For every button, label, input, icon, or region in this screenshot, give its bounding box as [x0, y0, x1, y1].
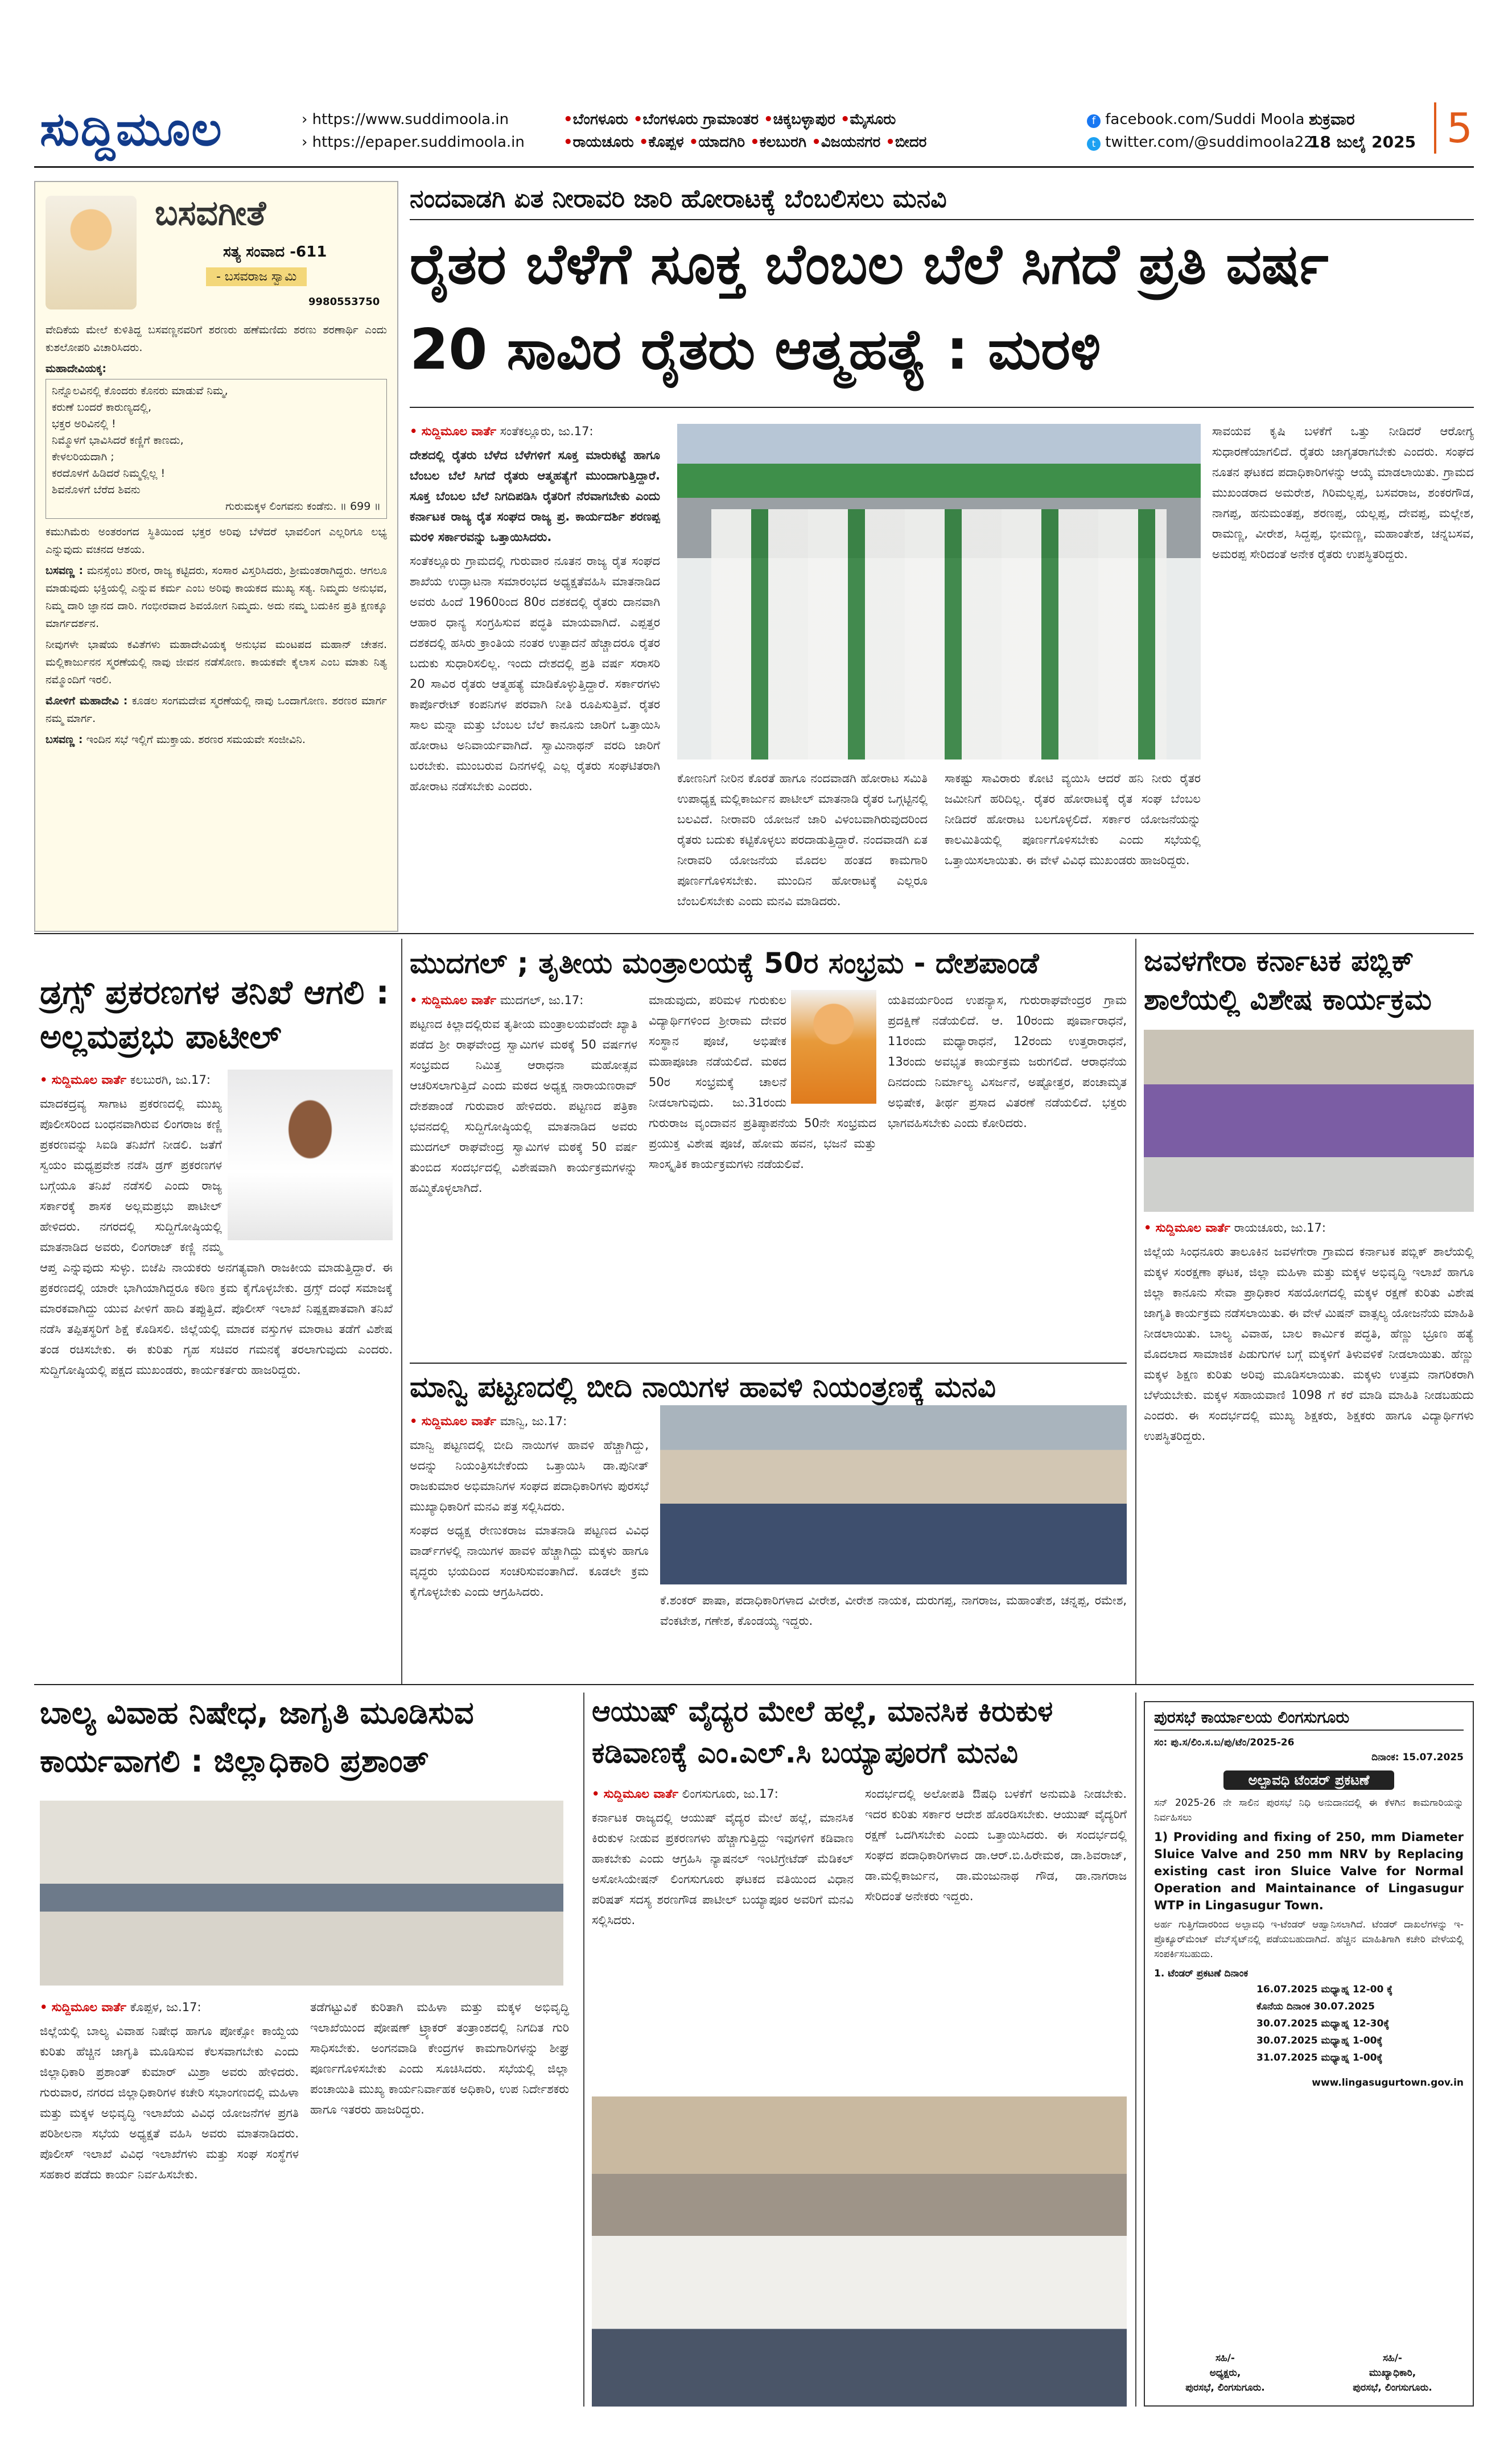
tender-schedule-label: 1. ಟೆಂಡರ್ ಪ್ರಕಟಣೆ ದಿನಾಂಕ: [1154, 1968, 1249, 1979]
lead-intro: ದೇಶದಲ್ಲಿ ರೈತರು ಬೆಳೆದ ಬೆಳೆಗಳಿಗೆ ಸೂಕ್ತ ಮಾರುಕಟ್ಟೆ ಹಾಗೂ ಬೆಂಬಲ ಬೆಲೆ ಸಿಗದೆ ರೈತರು ಆತ್ಮಹತ್ಯೆಗೆ ಮುಂದಾಗುತ್ತಿದ್ದಾರೆ. ಸೂಕ್ತ ಬೆಂಬಲ ಬೆಲೆ ನಿಗದಿಪಡಿಸಿ ರೈತರಿಗೆ ನೆರವಾಗಬೇಕು ಎಂದು ಕರ್ನಾಟಕ ರಾಜ್ಯ ರೈತ ಸಂಘದ ರಾಜ್ಯ ಪ್ರ. ಕಾರ್ಯದರ್ಶಿ ಶರಣಪ್ಪ ಮರಳಿ ಸರ್ಕಾರವನ್ನು ಒತ್ತಾಯಿಸಿದರು.: [410, 448, 660, 544]
mudagal-body-col1: ಪಟ್ಟಣದ ಕಿಲ್ಲಾದಲ್ಲಿರುವ ತೃತೀಯ ಮಂತ್ರಾಲಯವೆಂದೇ ಖ್ಯಾತಿ ಪಡೆದ ಶ್ರೀ ರಾಘವೇಂದ್ರ ಸ್ವಾಮಿಗಳ ಮಠಕ್ಕೆ 50 ವರ್ಷಗಳ ಸಂಭ್ರಮದ ನಿಮಿತ್ತ ಆರಾಧನಾ ಮಹೋತ್ಸವ ಆಚರಿಸಲಾಗುತ್ತಿದೆ ಎಂದು ಮಠದ ಅಧ್ಯಕ್ಷ ನಾರಾಯಣರಾವ್ ದೇಶಪಾಂಡೆ ಗುರುವಾರ ಹೇಳಿದರು. ಪಟ್ಟಣದ ಪತ್ರಿಕಾ ಭವನದಲ್ಲಿ ಸುದ್ದಿಗೋಷ್ಠಿಯಲ್ಲಿ ಮಾತನಾಡಿದ ಅವರು ಮುದಗಲ್ ರಾಘವೇಂದ್ರ ಸ್ವಾಮಿಗಳ ಮಠಕ್ಕೆ 50 ವರ್ಷ ತುಂಬಿದ ಸಂದರ್ಭದಲ್ಲಿ ವಿಶೇಷವಾಗಿ ಕಾರ್ಯಕ್ರಮಗಳನ್ನು ಹಮ್ಮಿಕೊಳ್ಳಲಾಗಿದೆ.: [410, 1017, 637, 1195]
child-place: ಕೊಪ್ಪಳ, ಜು.17:: [130, 2000, 201, 2014]
nav-bengaluru[interactable]: ಬೆಂಗಳೂರು: [572, 111, 628, 128]
nav-chikkaballapura[interactable]: ಚಿಕ್ಕಬಳ್ಳಾಪುರ: [773, 111, 835, 128]
vachana-line: ಶಿವನೊಳಗೆ ಬೆರೆದ ಶಿವನು: [52, 484, 141, 496]
manvi-body-col3: ಕೆ.ಶಂಕರ್ ಪಾಷಾ, ಪದಾಧಿಕಾರಿಗಳಾದ ವೀರೇಶ, ವೀರೇಶ ನಾಯಕ, ದುರುಗಪ್ಪ, ನಾಗರಾಜ, ಮಹಾಂತೇಶ, ಚನ್ನಪ್ಪ, ರಮೇಶ, ವೆಂಕಟೇಶ, ಗಣೇಶ, ಕೊಂಡಯ್ಯ ಇದ್ದರು.: [660, 1594, 1127, 1628]
vachana-line: ಭಕ್ತರ ಅರಿವಿನಲ್ಲಿ !: [52, 418, 116, 430]
manvi-headline: ಮಾನ್ವಿ ಪಟ್ಟಣದಲ್ಲಿ ಬೀದಿ ನಾಯಿಗಳ ಹಾವಳಿ ನಿಯಂತ್ರಣಕ್ಕೆ ಮನವಿ: [410, 1371, 996, 1404]
drugs-body: ಮಾದಕದ್ರವ್ಯ ಸಾಗಾಟ ಪ್ರಕರಣದಲ್ಲಿ ಮುಖ್ಯ ಪೊಲೀಸರಿಂದ ಬಂಧನವಾಗಿರುವ ಲಿಂಗರಾಜ ಕಣ್ಣಿ ಪ್ರಕರಣವನ್ನು ಸಿಐಡಿ ತನಿಖೆಗೆ ನೀಡಲಿ. ಜತೆಗೆ ಸ್ವಯಂ ಮಧ್ಯಪ್ರವೇಶ ನಡೆಸಿ ಡ್ರಗ್ ಪ್ರಕರಣಗಳ ಬಗ್ಗೆಯೂ ತನಿಖೆ ನಡೆಸಲಿ ಎಂದು ರಾಜ್ಯ ಸರ್ಕಾರಕ್ಕೆ ಶಾಸಕ ಅಲ್ಲಮಪ್ರಭು ಪಾಟೀಲ್ ಹೇಳಿದರು. ನಗರದಲ್ಲಿ ಸುದ್ದಿಗೋಷ್ಠಿಯಲ್ಲಿ ಮಾತನಾಡಿದ ಅವರು, ಲಿಂಗರಾಜ್ ಕಣ್ಣಿ ನಮ್ಮ ಆಪ್ತ ಎನ್ನುವುದು ಸುಳ್ಳು. ಬಿಜೆಪಿ ನಾಯಕರು ಅನಗತ್ಯವಾಗಿ ರಾಜಕೀಯ ಮಾಡುತ್ತಿದ್ದಾರೆ. ಈ ಪ್ರಕರಣದಲ್ಲಿ ಯಾರೇ ಭಾಗಿಯಾಗಿದ್ದರೂ ಕಠಿಣ ಕ್ರಮ ಕೈಗೊಳ್ಳಬೇಕು. ಡ್ರಗ್ಸ್ ದಂಧೆ ಸಮಾಜಕ್ಕೆ ಮಾರಕವಾಗಿದ್ದು ಯುವ ಪೀಳಿಗೆ ಹಾದಿ ತಪ್ಪುತ್ತಿದೆ. ಪೊಲೀಸ್ ಇಲಾಖೆ ನಿಷ್ಪಕ್ಷಪಾತವಾಗಿ ತನಿಖೆ ನಡೆಸಿ ತಪ್ಪಿತಸ್ಥರಿಗೆ ಶಿಕ್ಷೆ ಕೊಡಿಸಲಿ. ಜಿಲ್ಲೆಯಲ್ಲಿ ಮಾದಕ ವಸ್ತುಗಳ ಮಾರಾಟ ತಡೆಗೆ ವಿಶೇಷ ತಂಡ ರಚಿಸಬೇಕು. ಈ ಕುರಿತು ಗೃಹ ಸಚಿವರ ಗಮನಕ್ಕೆ ತರಲಾಗುವುದು ಎಂದರು. ಸುದ್ದಿಗೋಷ್ಠಿಯಲ್ಲಿ ಪಕ್ಷದ ಮುಖಂಡರು, ಕಾರ್ಯಕರ್ತರು ಹಾಜರಿದ್ದರು.: [40, 1097, 393, 1377]
tender-sig-right-title: ಮುಖ್ಯಾಧಿಕಾರಿ,: [1369, 2367, 1416, 2379]
mudagal-place: ಮುದಗಲ್, ಜು.17:: [500, 993, 584, 1007]
javalagera-body: ಜಿಲ್ಲೆಯ ಸಿಂಧನೂರು ತಾಲೂಕಿನ ಜವಳಗೇರಾ ಗ್ರಾಮದ ಕರ್ನಾಟಕ ಪಬ್ಲಿಕ್ ಶಾಲೆಯಲ್ಲಿ ಮಕ್ಕಳ ಸಂರಕ್ಷಣಾ ಘಟಕ, ಜಿಲ್ಲಾ ಮಹಿಳಾ ಮತ್ತು ಮಕ್ಕಳ ಅಭಿವೃದ್ಧಿ ಇಲಾಖೆ ಹಾಗೂ ಜಿಲ್ಲಾ ಕಾನೂನು ಸೇವಾ ಪ್ರಾಧಿಕಾರ ಸಹಯೋಗದಲ್ಲಿ ಮಕ್ಕಳ ರಕ್ಷಣೆ ಕುರಿತು ವಿಶೇಷ ಜಾಗೃತಿ ಕಾರ್ಯಕ್ರಮ ನಡೆಸಲಾಯಿತು. ಈ ವೇಳೆ ಮಿಷನ್ ವಾತ್ಸಲ್ಯ ಯೋಜನೆಯ ಮಾಹಿತಿ ನೀಡಲಾಯಿತು. ಬಾಲ್ಯ ವಿವಾಹ, ಬಾಲ ಕಾರ್ಮಿಕ ಪದ್ಧತಿ, ಹೆಣ್ಣು ಭ್ರೂಣ ಹತ್ಯೆ ಮೊದಲಾದ ಸಾಮಾಜಿಕ ಪಿಡುಗುಗಳ ಬಗ್ಗೆ ಮಕ್ಕಳಿಗೆ ತಿಳುವಳಿಕೆ ನೀಡಲಾಯಿತು. ಹೆಣ್ಣು ಮಕ್ಕಳ ಶಿಕ್ಷಣ ಕುರಿತು ಅರಿವು ಮೂಡಿಸಲಾಯಿತು. ಮಕ್ಕಳು ಉತ್ತಮ ನಾಗರಿಕರಾಗಿ ಬೆಳೆಯಬೇಕು. ಮಕ್ಕಳ ಸಹಾಯವಾಣಿ 1098 ಗೆ ಕರೆ ಮಾಡಿ ಮಾಹಿತಿ ನೀಡಬಹುದು ಎಂದರು. ಈ ಸಂದರ್ಭದಲ್ಲಿ ಮುಖ್ಯ ಶಿಕ್ಷಕರು, ಶಿಕ್ಷಕರು ಹಾಗೂ ವಿದ್ಯಾರ್ಥಿಗಳು ಉಪಸ್ಥಿತರಿದ್ದರು.: [1144, 1245, 1474, 1443]
vachana-line: ನಿನ್ನೊಲವಿನಲ್ಲಿ ಕೊಂದರು ಕೊನರು ಮಾಡುವೆ ನಿಮ್ಮ,: [52, 385, 228, 397]
tender-notice: [1144, 1701, 1474, 2407]
drugs-photo-allamaprabhu: [228, 1070, 393, 1240]
issue-day: ಶುಕ್ರವಾರ: [1309, 110, 1355, 129]
page-number: 5: [1434, 102, 1473, 154]
tender-sig-right: ಸಹಿ/-: [1383, 2352, 1402, 2364]
manvi-photo-memorandum: [660, 1405, 1127, 1584]
website-link[interactable]: › https://www.suddimoola.in: [302, 111, 509, 128]
tender-sig-left-title: ಅಧ್ಯಕ್ಷರು,: [1209, 2367, 1241, 2379]
ayush-body-col1: ಕರ್ನಾಟಕ ರಾಜ್ಯದಲ್ಲಿ ಆಯುಷ್ ವೈದ್ಯರ ಮೇಲೆ ಹಲ್ಲೆ, ಮಾನಸಿಕ ಕಿರುಕುಳ ನೀಡುವ ಪ್ರಕರಣಗಳು ಹೆಚ್ಚಾಗುತ್ತಿದ್ದು ಇವುಗಳಿಗೆ ಕಡಿವಾಣ ಹಾಕಬೇಕು ಎಂದು ಆಗ್ರಹಿಸಿ ನ್ಯಾಷನಲ್ ಇಂಟಿಗ್ರೇಟೆಡ್ ಮೆಡಿಕಲ್ ಅಸೋಸಿಯೇಷನ್ ಲಿಂಗಸುಗೂರು ಘಟಕದ ವತಿಯಿಂದ ವಿಧಾನ ಪರಿಷತ್ ಸದಸ್ಯ ಶರಣಗೌಡ ಪಾಟೀಲ್ ಬಯ್ಯಾಪೂರ ಅವರಿಗೆ ಮನವಿ ಸಲ್ಲಿಸಿದರು.: [592, 1811, 854, 1927]
mudagal-headline: ಮುದಗಲ್ ; ತೃತೀಯ ಮಂತ್ರಾಲಯಕ್ಕೆ 50ರ ಸಂಭ್ರಮ - ದೇಶಪಾಂಡೆ: [410, 947, 1039, 980]
nav-mysuru[interactable]: ಮೈಸೂರು: [850, 111, 896, 128]
tender-schedule-item: 31.07.2025 ಮಧ್ಯಾಹ್ನ 1-00ಕ್ಕೆ: [1256, 2052, 1383, 2063]
nav-koppal[interactable]: ಕೊಪ್ಪಳ: [648, 134, 684, 151]
tender-schedule-item: 30.07.2025 ಮಧ್ಯಾಹ್ನ 1-00ಕ್ಕೆ: [1256, 2035, 1383, 2046]
basava-para5: ಕೂಡಲ ಸಂಗಮದೇವ ಸ್ಮರಣೆಯಲ್ಲಿ ನಾವು ಒಂದಾಗೋಣ. ಶರಣರ ಮಾರ್ಗ ನಮ್ಮ ಮಾರ್ಗ.: [46, 695, 387, 725]
speaker-moligi: ಮೋಳಿಗೆ ಮಹಾದೇವಿ :: [46, 695, 128, 707]
ayush-body-col2: ಸಂದರ್ಭದಲ್ಲಿ ಅಲೋಪತಿ ಔಷಧಿ ಬಳಕೆಗೆ ಅನುಮತಿ ನೀಡಬೇಕು. ಇದರ ಕುರಿತು ಸರ್ಕಾರ ಆದೇಶ ಹೊರಡಿಸಬೇಕು. ಆಯುಷ್ ವೈದ್ಯರಿಗೆ ರಕ್ಷಣೆ ಒದಗಿಸಬೇಕು ಎಂದು ಒತ್ತಾಯಿಸಿದರು. ಈ ಸಂದರ್ಭದಲ್ಲಿ ಸಂಘದ ಪದಾಧಿಕಾರಿಗಳಾದ ಡಾ.ಆರ್.ಬಿ.ಹಿರೇಮಠ, ಡಾ.ಶಿವರಾಜ್, ಡಾ.ಮಲ್ಲಿಕಾರ್ಜುನ, ಡಾ.ಮಂಜುನಾಥ ಗೌಡ, ಡಾ.ನಾಗರಾಜ ಸೇರಿದಂತೆ ಅನೇಕರು ಇದ್ದರು.: [865, 1787, 1127, 1903]
speaker-basavanna-2: ಬಸವಣ್ಣ :: [46, 733, 83, 746]
tender-website[interactable]: www.lingasugurtown.gov.in: [1312, 2077, 1464, 2089]
twitter-icon: t: [1087, 137, 1101, 151]
manvi-body-col1: ಮಾನ್ವಿ ಪಟ್ಟಣದಲ್ಲಿ ಬೀದಿ ನಾಯಿಗಳ ಹಾವಳಿ ಹೆಚ್ಚಾಗಿದ್ದು, ಅದನ್ನು ನಿಯಂತ್ರಿಸಬೇಕೆಂದು ಒತ್ತಾಯಿಸಿ ಡಾ.ಪುನೀತ್ ರಾಜಕುಮಾರ ಅಭಿಮಾನಿಗಳ ಸಂಘದ ಪದಾಧಿಕಾರಿಗಳು ಪುರಸಭೆ ಮುಖ್ಯಾಧಿಕಾರಿಗೆ ಮನವಿ ಪತ್ರ ಸಲ್ಲಿಸಿದರು.: [410, 1438, 649, 1513]
lead-body-col3: ಸಾಕಷ್ಟು ಸಾವಿರಾರು ಕೋಟಿ ವ್ಯಯಿಸಿ ಆದರೆ ಹನಿ ನೀರು ರೈತರ ಜಮೀನಿಗೆ ಹರಿದಿಲ್ಲ. ರೈತರ ಹೋರಾಟಕ್ಕೆ ರೈತ ಸಂಘ ಬೆಂಬಲ ನೀಡಿದರೆ ಹೋರಾಟ ಬಲಗೊಳ್ಳಲಿದೆ. ಸರ್ಕಾರ ಯೋಜನೆಯನ್ನು ಕಾಲಮಿತಿಯಲ್ಲಿ ಪೂರ್ಣಗೊಳಿಸಬೇಕು ಎಂದು ಸಭೆಯಲ್ಲಿ ಒತ್ತಾಯಿಸಲಾಯಿತು. ಈ ವೇಳೆ ವಿವಿಧ ಮುಖಂಡರು ಹಾಜರಿದ್ದರು.: [945, 771, 1201, 867]
ayush-photo-delegation: [592, 2096, 1127, 2407]
nav-bidar[interactable]: ಬೀದರ: [895, 134, 927, 151]
tender-intro: ಸನ್ 2025-26 ನೇ ಸಾಲಿನ ಪುರಸಭೆ ನಿಧಿ ಅನುದಾನದಲ್ಲಿ ಈ ಕೆಳಗಿನ ಕಾಮಗಾರಿಯನ್ನು ನಿರ್ವಹಿಸಲು: [1154, 1797, 1464, 1823]
nav-raichur[interactable]: ರಾಯಚೂರು: [572, 134, 634, 151]
speaker-basavanna: ಬಸವಣ್ಣ :: [46, 564, 84, 577]
lead-place: ಸಂತೆಕಲ್ಲೂರು, ಜು.17:: [500, 424, 594, 438]
mudagal-photo-swamiji: [791, 990, 876, 1104]
tender-schedule-item: 16.07.2025 ಮಧ್ಯಾಹ್ನ 12-00 ಕ್ಕೆ: [1256, 1984, 1393, 1995]
district-nav: •ಬೆಂಗಳೂರು •ಬೆಂಗಳೂರು ಗ್ರಾಮಾಂತರ •ಚಿಕ್ಕಬಳ್ಳಾಪುರ •ಮೈಸೂರು •ರಾಯಚೂರು •ಕೊಪ್ಪಳ •ಯಾದಗಿರಿ •ಕಲಬುರಗಿ •ವಿಜಯನಗರ •ಬೀದರ: [563, 111, 927, 151]
basava-phone: 9980553750: [308, 296, 380, 308]
ayush-headline-2: ಕಡಿವಾಣಕ್ಕೆ ಎಂ.ಎಲ್.ಸಿ ಬಯ್ಯಾಪೂರಗೆ ಮನವಿ: [592, 1736, 1019, 1769]
basava-para6: ಇಂದಿನ ಸಭೆ ಇಲ್ಲಿಗೆ ಮುಕ್ತಾಯ. ಶರಣರ ಸಮಯವೇ ಸಂಜೀವಿನಿ.: [86, 733, 306, 746]
tender-title: ಅಲ್ಪಾವಧಿ ಟೆಂಡರ್ ಪ್ರಕಟಣೆ: [1223, 1770, 1394, 1790]
manvi-place: ಮಾನ್ವಿ, ಜು.17:: [500, 1414, 567, 1428]
ayush-headline-1: ಆಯುಷ್ ವೈದ್ಯರ ಮೇಲೆ ಹಲ್ಲೆ, ಮಾನಸಿಕ ಕಿರುಕುಳ: [592, 1695, 1053, 1728]
issue-date: 18 ಜುಲೈ 2025: [1309, 133, 1416, 151]
basava-geethe-box: [34, 181, 398, 932]
vachana-line: ಗುರುಮಕ್ಕಳ ಲಿಂಗವನು ಕಂಡೆನು. ॥ 699 ॥: [225, 500, 381, 513]
nav-kalaburagi[interactable]: ಕಲಬುರಗಿ: [759, 134, 807, 151]
basava-para3: ಮನಸ್ಸೆಂಬ ಶರೀರ, ರಾಜ್ಯ ಕಟ್ಟಿದರು, ಸಂಸಾರ ವಿಸ್ತರಿಸಿದರು, ಶ್ರೀಮಂತರಾಗಿದ್ದರು. ಆಗಲೂ ಮಾಡುವುದು ಭಕ್ತಿಯಲ್ಲಿ ಎನ್ನುವ ಕರ್ಮ ಎಂಬ ಅರಿವು ಕಾಯಕದ ಮುಖ್ಯ ಸತ್ಯ. ನಿಮ್ಮದು ಅನುಭವ, ನಿಮ್ಮ ದಾರಿ ಜ್ಞಾನದ ದಾರಿ. ಗಂಭೀರವಾದ ಶಿವಯೋಗ ನಿಮ್ಮದು. ಅದು ನಮ್ಮ ಬದುಕಿನ ಪ್ರತಿ ಕ್ಷಣಕ್ಕೂ ಮಾರ್ಗದರ್ಶನ.: [46, 564, 387, 630]
vachana-line: ಕರದೊಳಗೆ ಹಿಡಿದರೆ ನಿಮ್ಮಲ್ಲಿಲ್ಲ !: [52, 467, 166, 480]
basava-title: ಬಸವಗೀತೆ: [155, 193, 266, 233]
lead-headline-2: 20 ಸಾವಿರ ರೈತರು ಆತ್ಮಹತ್ಯೆ : ಮರಳಿ: [410, 317, 1101, 382]
basava-intro: ವೇದಿಕೆಯ ಮೇಲೆ ಕುಳಿತಿದ್ದ ಬಸವಣ್ಣನವರಿಗೆ ಶರಣರು ಹಣೆಮಣಿದು ಶರಣು ಶರಣಾರ್ಥಿ ಎಂದು ಕುಶಲೋಪರಿ ವಿಚಾರಿಸಿದರು.: [46, 324, 387, 354]
javalagera-photo-students: [1144, 1030, 1474, 1212]
facebook-icon: f: [1087, 114, 1101, 128]
tender-date: ದಿನಾಂಕ: 15.07.2025: [1371, 1752, 1464, 1763]
child-headline-1: ಬಾಲ್ಯ ವಿವಾಹ ನಿಷೇಧ, ಜಾಗೃತಿ ಮೂಡಿಸುವ: [40, 1695, 474, 1731]
tender-schedule-item: 30.07.2025 ಮಧ್ಯಾಹ್ನ 12-30ಕ್ಕೆ: [1256, 2018, 1390, 2029]
basava-para4: ನೀವುಗಳೇ ಭಾಷೆಯ ಕವಿತೆಗಳು ಮಹಾದೇವಿಯಕ್ಕ ಅನುಭವ ಮಂಟಪದ ಮಹಾನ್ ಚೇತನ. ಮಲ್ಲಿಕಾರ್ಜುನನ ಸ್ಮರಣೆಯಲ್ಲಿ ನಾವು ಜೀವನ ನಡೆಸೋಣ. ಕಾಯಕವೇ ಕೈಲಾಸ ಎಂಬ ಮಾತು ನಿತ್ಯ ನಮ್ಮೊಂದಿಗೆ ಇರಲಿ.: [46, 638, 387, 686]
dateline-marker: • ಸುದ್ದಿಮೂಲ ವಾರ್ತೆ: [410, 424, 497, 438]
lead-kicker: ನಂದವಾಡಗಿ ಏತ ನೀರಾವರಿ ಜಾರಿ ಹೋರಾಟಕ್ಕೆ ಬೆಂಬಲಿಸಲು ಮನವಿ: [410, 184, 947, 213]
basava-author: - ಬಸವರಾಜ ಸ್ವಾಮಿ: [206, 267, 307, 286]
epaper-link[interactable]: › https://epaper.suddimoola.in: [302, 134, 525, 151]
twitter-link[interactable]: t twitter.com/@suddimoola22: [1087, 131, 1313, 154]
tender-ref: ಸಂ: ಪು.ಸ/ಲಿಂ.ಸ.ಬ/ಪು/ಟೆಂ/2025-26: [1154, 1737, 1295, 1748]
tender-body: ಅರ್ಹ ಗುತ್ತಿಗೆದಾರರಿಂದ ಅಲ್ಪಾವಧಿ ಇ-ಟೆಂಡರ್ ಆಹ್ವಾನಿಸಲಾಗಿದೆ. ಟೆಂಡರ್ ದಾಖಲೆಗಳನ್ನು ಇ-ಪ್ರೊಕ್ಯೂರ್‌ಮೆಂಟ್ ವೆಬ್‌ಸೈಟ್‌ನಲ್ಲಿ ಪಡೆಯಬಹುದಾಗಿದೆ. ಹೆಚ್ಚಿನ ಮಾಹಿತಿಗಾಗಿ ಕಚೇರಿ ವೇಳೆಯಲ್ಲಿ ಸಂಪರ್ಕಿಸಬಹುದು.: [1154, 1919, 1464, 1960]
ayush-place: ಲಿಂಗಸುಗೂರು, ಜು.17:: [682, 1787, 778, 1801]
lead-body-col4: ಸಾವಯವ ಕೃಷಿ ಬಳಕೆಗೆ ಒತ್ತು ನೀಡಿದರೆ ಆರೋಗ್ಯ ಸುಧಾರಣೆಯಾಗಲಿದೆ. ರೈತರು ಜಾಗೃತರಾಗಬೇಕು ಎಂದರು. ಸಂಘದ ನೂತನ ಘಟಕದ ಪದಾಧಿಕಾರಿಗಳನ್ನು ಆಯ್ಕೆ ಮಾಡಲಾಯಿತು. ಗ್ರಾಮದ ಮುಖಂಡರಾದ ಅಮರೇಶ, ಗಿರಿಮಲ್ಲಪ್ಪ, ಬಸವರಾಜ, ಶಂಕರಗೌಡ, ನಾಗಪ್ಪ, ಹನುಮಂತಪ್ಪ, ಶರಣಪ್ಪ, ಯಲ್ಲಪ್ಪ, ದೇವಪ್ಪ, ಮಲ್ಲೇಶ, ರಾಮಣ್ಣ, ವೀರೇಶ, ಸಿದ್ದಪ್ಪ, ಭೀಮಣ್ಣ, ಮಹಾಂತೇಶ, ಚನ್ನಬಸವ, ಅಮರಪ್ಪ ಸೇರಿದಂತೆ ಅನೇಕ ರೈತರು ಉಪಸ್ಥಿತರಿದ್ದರು.: [1212, 424, 1474, 561]
child-body-col1: ಜಿಲ್ಲೆಯಲ್ಲಿ ಬಾಲ್ಯ ವಿವಾಹ ನಿಷೇಧ ಹಾಗೂ ಪೋಕ್ಸೋ ಕಾಯ್ದೆಯ ಕುರಿತು ಹೆಚ್ಚಿನ ಜಾಗೃತಿ ಮೂಡಿಸುವ ಕೆಲಸವಾಗಬೇಕು ಎಂದು ಜಿಲ್ಲಾಧಿಕಾರಿ ಪ್ರಶಾಂತ್ ಕುಮಾರ್ ಮಿಶ್ರಾ ಅವರು ಹೇಳಿದರು. ಗುರುವಾರ, ನಗರದ ಜಿಲ್ಲಾಧಿಕಾರಿಗಳ ಕಚೇರಿ ಸಭಾಂಗಣದಲ್ಲಿ ಮಹಿಳಾ ಮತ್ತು ಮಕ್ಕಳ ಅಭಿವೃದ್ಧಿ ಇಲಾಖೆಯ ವಿವಿಧ ಯೋಜನೆಗಳ ಪ್ರಗತಿ ಪರಿಶೀಲನಾ ಸಭೆಯ ಅಧ್ಯಕ್ಷತೆ ವಹಿಸಿ ಅವರು ಮಾತನಾಡಿದರು. ಪೊಲೀಸ್ ಇಲಾಖೆ ವಿವಿಧ ಇಲಾಖೆಗಳು ಮತ್ತು ಸಂಘ ಸಂಸ್ಥೆಗಳ ಸಹಕಾರ ಪಡೆದು ಕಾರ್ಯ ನಿರ್ವಹಿಸಬೇಕು.: [40, 2024, 299, 2181]
basava-subtitle: ಸತ್ಯ ಸಂವಾದ -611: [223, 243, 327, 261]
tender-sig-left: ಸಹಿ/-: [1216, 2352, 1235, 2364]
nav-bengaluru-rural[interactable]: ಬೆಂಗಳೂರು ಗ್ರಾಮಾಂತರ: [642, 111, 759, 128]
nav-yadgir[interactable]: ಯಾದಗಿರಿ: [698, 134, 745, 151]
child-body-col2: ತಡೆಗಟ್ಟುವಿಕೆ ಕುರಿತಾಗಿ ಮಹಿಳಾ ಮತ್ತು ಮಕ್ಕಳ ಅಭಿವೃದ್ಧಿ ಇಲಾಖೆಯಿಂದ ಪೋಷಣ್ ಟ್ರ್ಯಾಕರ್ ತಂತ್ರಾಂಶದಲ್ಲಿ ನಿಗದಿತ ಗುರಿ ಸಾಧಿಸಬೇಕು. ಅಂಗನವಾಡಿ ಕೇಂದ್ರಗಳ ಕಾಮಗಾರಿಗಳನ್ನು ಶೀಘ್ರ ಪೂರ್ಣಗೊಳಿಸಬೇಕು ಎಂದು ಸೂಚಿಸಿದರು. ಸಭೆಯಲ್ಲಿ ಜಿಲ್ಲಾ ಪಂಚಾಯಿತಿ ಮುಖ್ಯ ಕಾರ್ಯನಿರ್ವಾಹಕ ಅಧಿಕಾರಿ, ಉಪ ನಿರ್ದೇಶಕರು ಹಾಗೂ ಇತರರು ಹಾಜರಿದ್ದರು.: [310, 2000, 569, 2116]
javalagera-place: ರಾಯಚೂರು, ಜು.17:: [1234, 1221, 1326, 1235]
manvi-body-col2: ಸಂಘದ ಅಧ್ಯಕ್ಷ ರೇಣುಕರಾಜ ಮಾತನಾಡಿ ಪಟ್ಟಣದ ವಿವಿಧ ವಾರ್ಡ್‌ಗಳಲ್ಲಿ ನಾಯಿಗಳ ಹಾವಳಿ ಹೆಚ್ಚಾಗಿದ್ದು ಮಕ್ಕಳು ಹಾಗೂ ವೃದ್ಧರು ಭಯದಿಂದ ಸಂಚರಿಸುವಂತಾಗಿದೆ. ಕೂಡಲೇ ಕ್ರಮ ಕೈಗೊಳ್ಳಬೇಕು ಎಂದು ಆಗ್ರಹಿಸಿದರು.: [410, 1524, 649, 1599]
tender-schedule-item: ಕೊನೆಯ ದಿನಾಂಕ 30.07.2025: [1256, 2001, 1375, 2012]
javalagera-headline: ಜವಳಗೇರಾ ಕರ್ನಾಟಕ ಪಬ್ಲಿಕ್ ಶಾಲೆಯಲ್ಲಿ ವಿಶೇಷ ಕಾರ್ಯಕ್ರಮ: [1144, 944, 1432, 1016]
lead-headline-1: ರೈತರ ಬೆಳೆಗೆ ಸೂಕ್ತ ಬೆಂಬಲ ಬೆಲೆ ಸಿಗದೆ ಪ್ರತಿ ವರ್ಷ: [410, 232, 1329, 297]
drugs-place: ಕಲಬುರಗಿ, ಜು.17:: [130, 1073, 211, 1087]
tender-work: 1) Providing and fixing of 250, mm Diameter Sluice Valve and 250 mm NRV by Replacing existing cast iron Sluice Valve for Normal Operation and Maintainance of Lingasugur WTP in Lingasugur Town.: [1154, 1830, 1464, 1912]
basava-para2: ಕಮುಗಿಮೆರು ಅಂತರಂಗದ ಸ್ಥಿತಿಯಿಂದ ಭಕ್ತರ ಅರಿವು ಬೆಳೆದರೆ ಭಾವಲಿಂಗ ಎಲ್ಲರಿಗೂ ಲಭ್ಯ ಎನ್ನುವುದು ವಚನದ ಆಶಯ.: [46, 526, 387, 556]
vachana-label: ಮಹಾದೇವಿಯಕ್ಕ:: [46, 362, 107, 375]
vachana-line: ಕರುಣೆ ಬಂದರೆ ಕಾರುಣ್ಯದಲ್ಲಿ,: [52, 401, 152, 414]
tender-header: ಪುರಸಭೆ ಕಾರ್ಯಾಲಯ ಲಿಂಗಸುಗೂರು: [1154, 1710, 1464, 1731]
mudagal-body-col2: ಮಾಡುವುದು, ಪರಿಮಳ ಗುರುಕುಲ ವಿದ್ಯಾರ್ಥಿಗಳಿಂದ ಶ್ರೀರಾಮ ದೇವರ ಸಂಸ್ಥಾನ ಪೂಜೆ, ಅಭಿಷೇಕ ಮಹಾಪೂಜಾ ನಡೆಯಲಿದೆ. ಮಠದ 50ರ ಸಂಭ್ರಮಕ್ಕೆ ಚಾಲನೆ ನೀಡಲಾಗುವುದು. ಜು.31ರಂದು ಗುರುರಾಜ ವೃಂದಾವನ ಪ್ರತಿಷ್ಠಾಪನೆಯ 50ನೇ ಸಂಭ್ರಮದ ಪ್ರಯುಕ್ತ ವಿಶೇಷ ಪೂಜೆ, ಹೋಮ ಹವನ, ಭಜನೆ ಮತ್ತು ಸಾಂಸ್ಕೃತಿಕ ಕಾರ್ಯಕ್ರಮಗಳು ನಡೆಯಲಿವೆ.: [649, 993, 876, 1171]
vachana-box: [46, 379, 387, 519]
tender-sig-right-org: ಪುರಸಭೆ, ಲಿಂಗಸುಗೂರು.: [1353, 2382, 1432, 2393]
nav-vijayanagara[interactable]: ವಿಜಯನಗರ: [821, 134, 881, 151]
logo: ಸುದ್ದಿಮೂಲ: [40, 102, 223, 156]
facebook-link[interactable]: f facebook.com/Suddi Moola: [1087, 108, 1313, 131]
child-photo-meeting: [40, 1801, 563, 1986]
basava-portrait: [46, 196, 137, 309]
vachana-line: ನಿಮ್ಮೊಳಗೆ ಭಾವಿಸಿದರೆ ಕಣ್ಣಿಗೆ ಕಾಣದು,: [52, 434, 184, 447]
lead-body-col1: ಸಂತೆಕಲ್ಲೂರು ಗ್ರಾಮದಲ್ಲಿ ಗುರುವಾರ ನೂತನ ರಾಜ್ಯ ರೈತ ಸಂಘದ ಶಾಖೆಯ ಉದ್ಘಾಟನಾ ಸಮಾರಂಭದ ಅಧ್ಯಕ್ಷತೆವಹಿಸಿ ಮಾತನಾಡಿದ ಅವರು ಹಿಂದೆ 1960ರಿಂದ 80ರ ದಶಕದಲ್ಲಿ ರೈತರು ದಾನವಾಗಿ ಆಹಾರ ಧಾನ್ಯ ಸಂಗ್ರಹಿಸುವ ಪದ್ಧತಿ ಮಾಯವಾಗಿದೆ. ಎಪ್ಪತ್ತರ ದಶಕದಲ್ಲಿ ಹಸಿರು ಕ್ರಾಂತಿಯ ನಂತರ ಉತ್ಪಾದನೆ ಹೆಚ್ಚಾದರೂ ರೈತರ ಬದುಕು ಸುಧಾರಿಸಲಿಲ್ಲ. ಇಂದು ದೇಶದಲ್ಲಿ ಪ್ರತಿ ವರ್ಷ ಸರಾಸರಿ 20 ಸಾವಿರ ರೈತರು ಆತ್ಮಹತ್ಯೆ ಮಾಡಿಕೊಳ್ಳುತ್ತಿದ್ದಾರೆ. ಸರ್ಕಾರಗಳು ಕಾರ್ಪೊರೇಟ್ ಕಂಪನಿಗಳ ಪರವಾಗಿ ನೀತಿ ರೂಪಿಸುತ್ತಿವೆ. ರೈತರ ಸಾಲ ಮನ್ನಾ ಮತ್ತು ಬೆಂಬಲ ಬೆಲೆ ಕಾನೂನು ಜಾರಿಗೆ ಒತ್ತಾಯಿಸಿ ಹೋರಾಟ ಅನಿವಾರ್ಯವಾಗಿದೆ. ಸ್ವಾಮಿನಾಥನ್ ವರದಿ ಜಾರಿಗೆ ಬರಬೇಕು. ಮುಂಬರುವ ದಿನಗಳಲ್ಲಿ ಎಲ್ಲ ರೈತರು ಸಂಘಟಿತರಾಗಿ ಹೋರಾಟ ನಡೆಸಬೇಕು ಎಂದರು.: [410, 554, 660, 793]
mudagal-body-col3: ಯತಿವರ್ಯರಿಂದ ಉಪನ್ಯಾಸ, ಗುರುರಾಘವೇಂದ್ರರ ಗ್ರಾಮ ಪ್ರದಕ್ಷಿಣೆ ನಡೆಯಲಿದೆ. ಆ. 10ರಂದು ಪೂರ್ವಾರಾಧನೆ, 11ರಂದು ಮಧ್ಯಾರಾಧನೆ, 12ರಂದು ಉತ್ತರಾರಾಧನೆ, 13ರಂದು ಅವಭೃತ ಕಾರ್ಯಕ್ರಮ ಜರುಗಲಿದೆ. ಆರಾಧನೆಯ ದಿನದಂದು ನಿರ್ಮಾಲ್ಯ ವಿಸರ್ಜನೆ, ಅಷ್ಟೋತ್ತರ, ಪಂಚಾಮೃತ ಅಭಿಷೇಕ, ತೀರ್ಥ ಪ್ರಸಾದ ವಿತರಣೆ ನಡೆಯಲಿದೆ. ಭಕ್ತರು ಭಾಗವಹಿಸಬೇಕು ಎಂದು ಕೋರಿದರು.: [888, 993, 1127, 1130]
vachana-line: ಕೇಳಲರಿಯದಾಗಿ ;: [52, 451, 114, 463]
lead-photo-farmers: [677, 424, 1201, 760]
lead-body-col2: ಕೋಣನಿಗೆ ನೀರಿನ ಕೊರತೆ ಹಾಗೂ ನಂದವಾಡಗಿ ಹೋರಾಟ ಸಮಿತಿ ಉಪಾಧ್ಯಕ್ಷ ಮಲ್ಲಿಕಾರ್ಜುನ ಪಾಟೀಲ್ ಮಾತನಾಡಿ ರೈತರ ಒಗ್ಗಟ್ಟಿನಲ್ಲಿ ಬಲವಿದೆ. ನೀರಾವರಿ ಯೋಜನೆ ಜಾರಿ ವಿಳಂಬವಾಗಿರುವುದರಿಂದ ರೈತರು ಬದುಕು ಕಟ್ಟಿಕೊಳ್ಳಲು ಪರದಾಡುತ್ತಿದ್ದಾರೆ. ನಂದವಾಡಗಿ ಏತ ನೀರಾವರಿ ಯೋಜನೆಯ ಮೊದಲ ಹಂತದ ಕಾಮಗಾರಿ ಪೂರ್ಣಗೊಳಿಸಬೇಕು. ಮುಂದಿನ ಹೋರಾಟಕ್ಕೆ ಎಲ್ಲರೂ ಬೆಂಬಲಿಸಬೇಕು ಎಂದು ಮನವಿ ಮಾಡಿದರು.: [677, 771, 928, 908]
child-headline-2: ಕಾರ್ಯವಾಗಲಿ : ಜಿಲ್ಲಾಧಿಕಾರಿ ಪ್ರಶಾಂತ್: [40, 1743, 429, 1779]
drugs-headline: ಡ್ರಗ್ಸ್ ಪ್ರಕರಣಗಳ ತನಿಖೆ ಆಗಲಿ : ಅಲ್ಲಮಪ್ರಭು ಪಾಟೀಲ್: [40, 973, 389, 1056]
masthead: [34, 102, 1474, 165]
tender-sig-left-org: ಪುರಸಭೆ, ಲಿಂಗಸುಗೂರು.: [1185, 2382, 1265, 2393]
